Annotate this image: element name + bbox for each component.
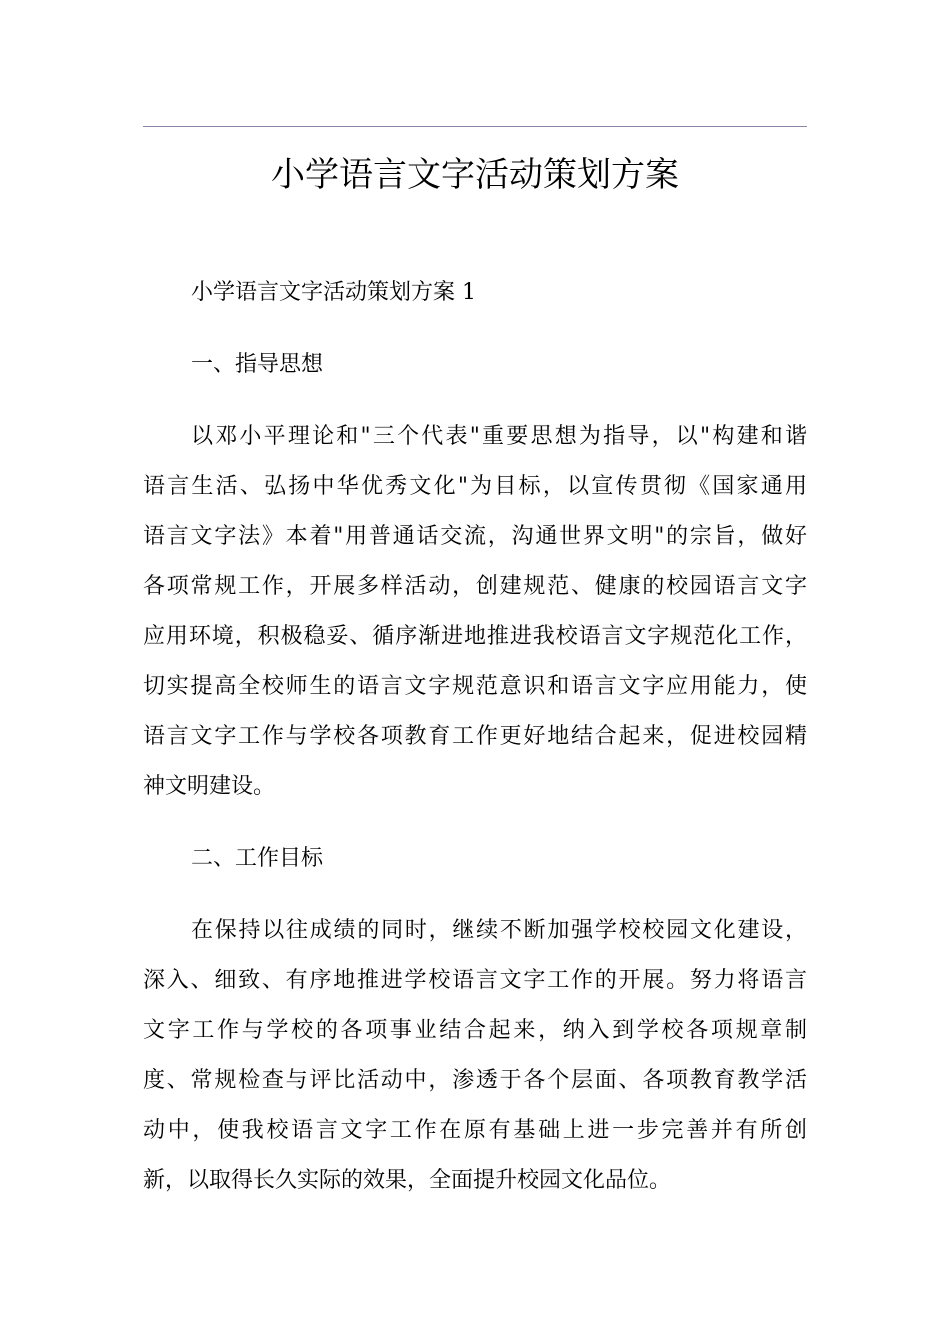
paragraph-line: 在保持以往成绩的同时，继续不断加强学校校园文化建设，: [191, 918, 807, 943]
section-heading-work-goals: 二、工作目标: [191, 846, 324, 871]
paragraph-line: 语言文字工作与学校各项教育工作更好地结合起来，促进校园精: [143, 724, 807, 749]
paragraph-line: 以邓小平理论和"三个代表"重要思想为指导，以"构建和谐: [191, 424, 807, 449]
document-body: [143, 268, 807, 1228]
paragraph-line: 各项常规工作，开展多样活动，创建规范、健康的校园语言文字: [143, 574, 807, 599]
header-rule: [143, 126, 807, 127]
section-paragraph-guiding-ideology: [143, 412, 807, 812]
document-subtitle: 小学语言文字活动策划方案 1: [191, 280, 476, 305]
paragraph-line: 语言生活、弘扬中华优秀文化"为目标，以宣传贯彻《国家通用: [143, 474, 807, 499]
paragraph-line: 语言文字法》本着"用普通话交流，沟通世界文明"的宗旨，做好: [143, 524, 807, 549]
paragraph-line: 神文明建设。: [143, 774, 276, 799]
paragraph-line: 深入、细致、有序地推进学校语言文字工作的开展。努力将语言: [143, 968, 807, 993]
section-heading-guiding-ideology: 一、指导思想: [191, 352, 324, 377]
paragraph-line: 动中，使我校语言文字工作在原有基础上进一步完善并有所创: [143, 1118, 807, 1143]
paragraph-line: 新，以取得长久实际的效果，全面提升校园文化品位。: [143, 1168, 672, 1193]
paragraph-line: 应用环境，积极稳妥、循序渐进地推进我校语言文字规范化工作，: [143, 624, 807, 649]
document-title: 小学语言文字活动策划方案: [271, 155, 679, 195]
section-paragraph-work-goals: [143, 906, 807, 1206]
paragraph-line: 度、常规检查与评比活动中，渗透于各个层面、各项教育教学活: [143, 1068, 807, 1093]
paragraph-line: 切实提高全校师生的语言文字规范意识和语言文字应用能力，使: [143, 674, 807, 699]
paragraph-line: 文字工作与学校的各项事业结合起来，纳入到学校各项规章制: [143, 1018, 807, 1043]
